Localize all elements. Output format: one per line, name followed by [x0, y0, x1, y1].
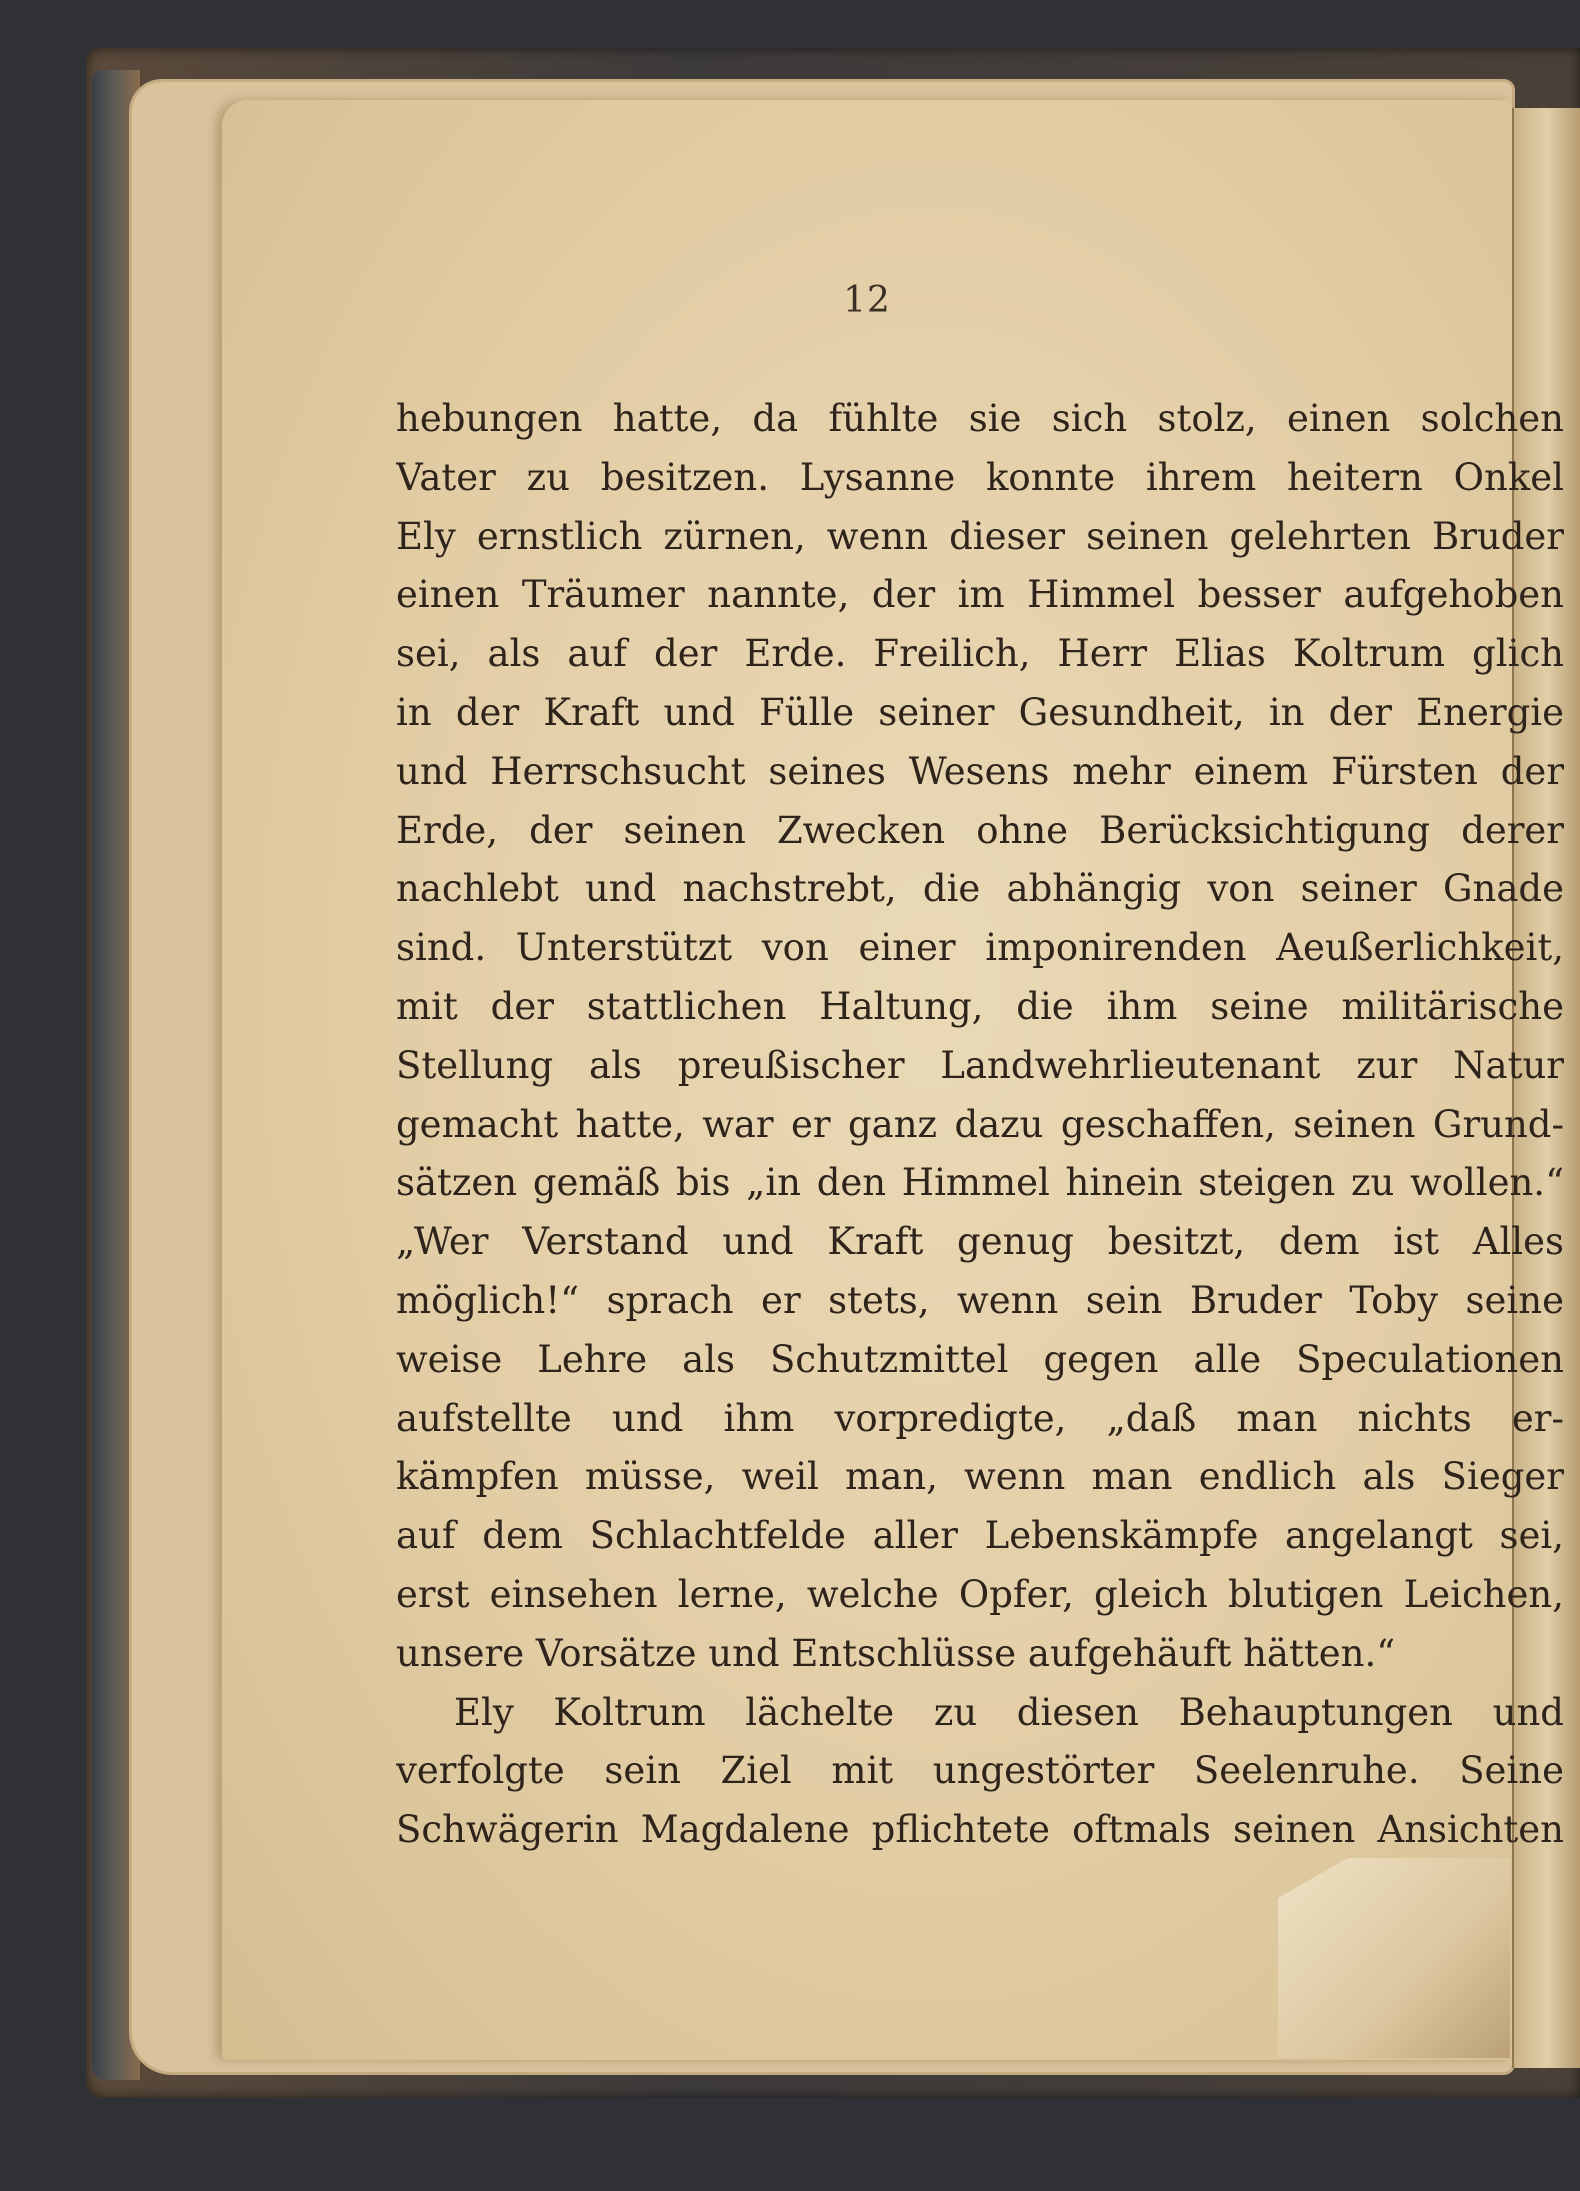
text-line: aufstellte und ihm vorpredigte, „daß man nichts er-: [396, 1396, 1564, 1440]
book-page: [222, 100, 1564, 2060]
text-line: nachlebt und nachstrebt, die abhängig von seiner Gnade: [396, 867, 1564, 911]
text-line: in der Kraft und Fülle seiner Gesundheit, in der Energie: [396, 690, 1564, 734]
text-line: unsere Vorsätze und Entschlüsse aufgehäuft hätten.“: [396, 1631, 1396, 1675]
page-number: 12: [843, 280, 891, 321]
text-line: Erde, der seinen Zwecken ohne Berücksichtigung derer: [396, 808, 1564, 852]
text-line: Schwägerin Magdalene pflichtete oftmals seinen Ansichten: [396, 1808, 1564, 1852]
text-line: kämpfen müsse, weil man, wenn man endlich als Sieger: [396, 1455, 1564, 1499]
text-line: sätzen gemäß bis „in den Himmel hinein steigen zu wollen.“: [396, 1161, 1564, 1205]
text-line: und Herrschsucht seines Wesens mehr einem Fürsten der: [396, 749, 1564, 793]
page-text: [396, 390, 1564, 1860]
text-line: weise Lehre als Schutzmittel gegen alle Speculationen: [396, 1337, 1564, 1381]
text-line: mit der stattlichen Haltung, die ihm seine militärische: [396, 984, 1564, 1028]
text-line: sei, als auf der Erde. Freilich, Herr Elias Koltrum glich: [396, 632, 1564, 676]
text-line: Vater zu besitzen. Lysanne konnte ihrem heitern Onkel: [396, 455, 1564, 499]
text-line: auf dem Schlachtfelde aller Lebenskämpfe angelangt sei,: [396, 1514, 1564, 1558]
text-line: „Wer Verstand und Kraft genug besitzt, dem ist Alles: [396, 1220, 1564, 1264]
curled-page-corner: [1278, 1858, 1510, 2058]
text-line: möglich!“ sprach er stets, wenn sein Bruder Toby seine: [396, 1278, 1564, 1322]
text-line: erst einsehen lerne, welche Opfer, gleich blutigen Leichen,: [396, 1572, 1564, 1616]
text-line: gemacht hatte, war er ganz dazu geschaffen, seinen Grund-: [396, 1102, 1564, 1146]
text-line: verfolgte sein Ziel mit ungestörter Seelenruhe. Seine: [396, 1749, 1564, 1793]
text-line: einen Träumer nannte, der im Himmel besser aufgehoben: [396, 573, 1564, 617]
text-line: Ely Koltrum lächelte zu diesen Behauptungen und: [454, 1690, 1564, 1734]
text-line: hebungen hatte, da fühlte sie sich stolz, einen solchen: [396, 397, 1564, 440]
text-line: Ely ernstlich zürnen, wenn dieser seinen gelehrten Bruder: [396, 514, 1564, 558]
text-line: Stellung als preußischer Landwehrlieutenant zur Natur: [396, 1043, 1564, 1087]
text-line: sind. Unterstützt von einer imponirenden Aeußerlichkeit,: [396, 926, 1564, 970]
